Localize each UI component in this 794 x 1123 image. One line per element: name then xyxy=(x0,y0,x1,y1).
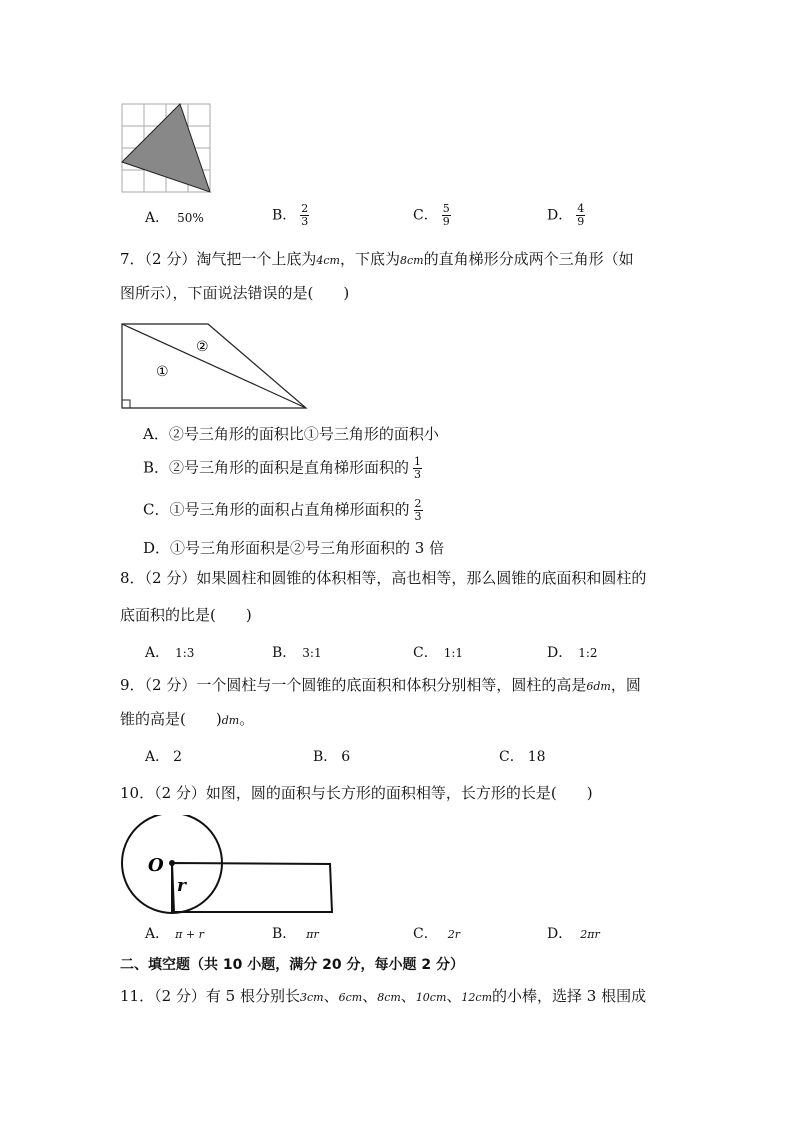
option-value: 3:1 xyxy=(302,646,322,660)
section-heading: 二、填空题（共 10 小题，满分 20 分，每小题 2 分） xyxy=(120,957,464,973)
option-letter: A． xyxy=(143,425,169,443)
stem-text: 锥的高是( ) xyxy=(120,710,222,728)
unit-text: 6dm xyxy=(586,680,611,693)
q10-option-c[interactable] xyxy=(413,924,460,945)
fraction-numerator: 1 xyxy=(414,455,422,468)
q9-stem-line2 xyxy=(120,709,254,731)
stem-text: ，圆 xyxy=(610,676,641,694)
option-letter: B． xyxy=(313,749,338,765)
option-value: 18 xyxy=(527,749,546,765)
triangle-label-1: ① xyxy=(156,364,169,380)
option-value: 1:3 xyxy=(175,646,195,660)
separator: 、 xyxy=(323,987,339,1005)
unit-text: 8cm xyxy=(377,991,401,1004)
q9-option-c[interactable] xyxy=(499,747,546,767)
q10-option-d[interactable] xyxy=(547,924,600,945)
q9-option-b[interactable] xyxy=(313,747,350,767)
option-letter: C． xyxy=(499,749,524,765)
fraction-numerator: 4 xyxy=(577,202,585,215)
unit-text: dm xyxy=(221,714,240,727)
fraction-denominator: 3 xyxy=(301,215,309,228)
unit-text: 6cm xyxy=(338,991,363,1004)
q8-stem-line2: 底面积的比是( ) xyxy=(120,606,252,624)
circle-rectangle-figure xyxy=(118,815,338,919)
option-value: 2 xyxy=(173,749,183,765)
triangle-label-2: ② xyxy=(196,339,209,355)
fraction-numerator: 2 xyxy=(414,497,422,510)
unit-text: 10cm xyxy=(415,991,447,1004)
separator: 、 xyxy=(400,987,416,1005)
stem-text: 9．（2 分）一个圆柱与一个圆锥的底面积和体积分别相等，圆柱的高是 xyxy=(120,676,587,694)
option-letter: C． xyxy=(143,500,170,519)
fraction-numerator: 2 xyxy=(301,202,309,215)
option-letter: B． xyxy=(272,207,297,224)
q8-option-c[interactable] xyxy=(413,643,463,663)
unit-text: 12cm xyxy=(461,991,493,1004)
option-letter: C． xyxy=(413,645,438,661)
option-letter: B． xyxy=(272,645,297,661)
option-text: ②号三角形的面积是直角梯形面积的 xyxy=(169,458,410,477)
fraction-denominator: 3 xyxy=(414,510,422,523)
fraction-denominator: 9 xyxy=(442,215,450,228)
option-value: 50% xyxy=(177,211,204,225)
fraction xyxy=(442,203,451,228)
stem-text: 11．（2 分）有 5 根分别长 xyxy=(120,987,300,1005)
fraction xyxy=(413,456,422,481)
q10-option-b[interactable] xyxy=(272,924,319,945)
option-value: π + r xyxy=(175,928,204,941)
fraction-denominator: 3 xyxy=(414,468,422,481)
fraction-numerator: 5 xyxy=(442,202,450,215)
stem-text: 。 xyxy=(239,710,255,728)
option-letter: B． xyxy=(272,926,297,942)
option-letter: D． xyxy=(547,926,573,942)
q7-stem-line1 xyxy=(120,249,634,271)
q6-option-d[interactable] xyxy=(547,203,585,228)
fraction xyxy=(576,203,585,228)
stem-text: 的直角梯形分成两个三角形（如 xyxy=(423,250,634,268)
option-text: ①号三角形面积是②号三角形面积的 3 倍 xyxy=(170,539,445,557)
fraction xyxy=(414,498,423,523)
grid-triangle-figure xyxy=(118,100,214,196)
separator: 、 xyxy=(362,987,378,1005)
q6-option-c[interactable] xyxy=(413,203,451,228)
q9-option-a[interactable] xyxy=(145,747,182,767)
stem-text: 7．（2 分）淘气把一个上底为 xyxy=(120,250,317,268)
fraction-denominator: 9 xyxy=(577,215,585,228)
center-label-o: O xyxy=(148,855,164,876)
option-text: ②号三角形的面积比①号三角形的面积小 xyxy=(168,425,439,443)
unit-text: 4cm xyxy=(316,254,340,267)
stem-text: ，下底为 xyxy=(339,250,400,268)
q7-option-a[interactable] xyxy=(143,424,439,444)
q8-option-d[interactable] xyxy=(547,643,598,663)
radius-label-r: r xyxy=(177,876,186,896)
q6-option-b[interactable] xyxy=(272,203,309,228)
option-letter: A． xyxy=(145,210,170,226)
q6-option-a[interactable] xyxy=(145,208,204,228)
q8-option-b[interactable] xyxy=(272,643,322,663)
option-value: 2πr xyxy=(580,928,600,941)
option-value: 6 xyxy=(341,749,351,765)
q8-option-a[interactable] xyxy=(145,643,194,663)
q7-option-b[interactable] xyxy=(143,456,422,481)
q7-option-c[interactable] xyxy=(143,498,423,523)
option-letter: A． xyxy=(145,749,170,765)
q11-stem xyxy=(120,986,646,1008)
option-letter: A． xyxy=(145,645,170,661)
fraction xyxy=(300,203,309,228)
trapezoid-figure xyxy=(118,320,310,412)
separator: 、 xyxy=(446,987,462,1005)
option-value: 1:1 xyxy=(443,646,464,660)
q7-option-d[interactable] xyxy=(143,538,444,558)
option-letter: C． xyxy=(413,207,438,224)
q8-stem-line1: 8．（2 分）如果圆柱和圆锥的体积相等，高也相等，那么圆锥的底面积和圆柱的 xyxy=(120,569,647,587)
option-value: 1:2 xyxy=(578,646,598,660)
q10-stem: 10．（2 分）如图，圆的面积与长方形的面积相等，长方形的长是( ) xyxy=(120,784,593,802)
option-letter: A． xyxy=(145,926,170,942)
q10-option-a[interactable] xyxy=(145,924,204,945)
option-letter: B． xyxy=(143,458,170,477)
stem-text: 的小棒，选择 3 根围成 xyxy=(492,987,647,1005)
q9-stem-line1 xyxy=(120,675,641,697)
option-letter: C． xyxy=(413,926,438,942)
unit-text: 3cm xyxy=(299,991,324,1004)
option-text: ①号三角形的面积占直角梯形面积的 xyxy=(169,500,410,519)
option-letter: D． xyxy=(143,539,171,557)
unit-text: 8cm xyxy=(399,254,424,267)
option-letter: D． xyxy=(547,645,573,661)
option-value: πr xyxy=(306,928,319,941)
option-letter: D． xyxy=(547,207,573,224)
q7-stem-line2: 图所示），下面说法错误的是( ) xyxy=(120,284,350,302)
option-value: 2r xyxy=(447,928,460,941)
